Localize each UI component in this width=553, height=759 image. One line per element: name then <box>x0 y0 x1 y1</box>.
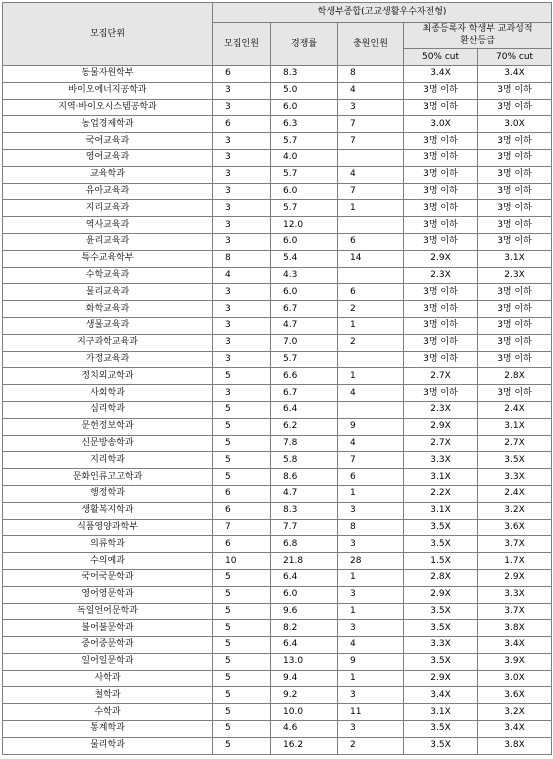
cell-cut70: 3명 이하 <box>478 200 552 217</box>
table-body <box>3 66 552 755</box>
cell-cut50: 2.9X <box>404 418 478 435</box>
cell-cut70: 3명 이하 <box>478 183 552 200</box>
cell-recruit: 5 <box>213 670 271 687</box>
cell-unit: 영어영문학과 <box>3 586 213 603</box>
cell-competition: 12.0 <box>271 217 338 234</box>
table-row <box>3 401 552 418</box>
cell-unit: 농업경제학과 <box>3 116 213 133</box>
cell-additional: 2 <box>338 301 404 318</box>
cell-cut70: 2.4X <box>478 401 552 418</box>
cell-cut70: 3명 이하 <box>478 133 552 150</box>
table-row <box>3 99 552 116</box>
cell-cut50: 3명 이하 <box>404 82 478 99</box>
cell-cut50: 3.5X <box>404 620 478 637</box>
cell-cut70: 3.4X <box>478 721 552 738</box>
cell-cut70: 3명 이하 <box>478 334 552 351</box>
cell-cut70: 3.4X <box>478 637 552 654</box>
cell-competition: 8.3 <box>271 66 338 83</box>
cell-recruit: 10 <box>213 553 271 570</box>
table-row <box>3 586 552 603</box>
cell-competition: 5.7 <box>271 133 338 150</box>
cell-additional: 4 <box>338 82 404 99</box>
cell-competition: 9.2 <box>271 687 338 704</box>
cell-additional: 4 <box>338 385 404 402</box>
cell-cut50: 2.3X <box>404 401 478 418</box>
table-row <box>3 603 552 620</box>
header-competition: 경쟁률 <box>271 23 338 66</box>
cell-cut70: 3명 이하 <box>478 166 552 183</box>
cell-additional: 2 <box>338 334 404 351</box>
cell-unit: 철학과 <box>3 687 213 704</box>
cell-recruit: 5 <box>213 586 271 603</box>
cell-recruit: 3 <box>213 133 271 150</box>
cell-cut50: 3명 이하 <box>404 183 478 200</box>
cell-competition: 4.7 <box>271 317 338 334</box>
cell-unit: 교육학과 <box>3 166 213 183</box>
cell-cut70: 3.2X <box>478 704 552 721</box>
cell-additional: 1 <box>338 485 404 502</box>
cell-additional: 3 <box>338 502 404 519</box>
cell-additional: 1 <box>338 603 404 620</box>
cell-unit: 통계학과 <box>3 721 213 738</box>
cell-cut50: 2.2X <box>404 485 478 502</box>
cell-additional: 9 <box>338 653 404 670</box>
cell-recruit: 3 <box>213 317 271 334</box>
cell-cut70: 3명 이하 <box>478 217 552 234</box>
cell-additional: 4 <box>338 435 404 452</box>
cell-recruit: 6 <box>213 66 271 83</box>
cell-cut70: 3.9X <box>478 653 552 670</box>
table-row <box>3 637 552 654</box>
cell-cut50: 3명 이하 <box>404 233 478 250</box>
table-row <box>3 116 552 133</box>
cell-cut70: 3.7X <box>478 536 552 553</box>
cell-unit: 역사교육과 <box>3 217 213 234</box>
table-row <box>3 66 552 83</box>
table-row <box>3 469 552 486</box>
table-row <box>3 250 552 267</box>
cell-cut70: 3명 이하 <box>478 385 552 402</box>
cell-additional: 3 <box>338 99 404 116</box>
cell-competition: 7.8 <box>271 435 338 452</box>
cell-unit: 동물자원학부 <box>3 66 213 83</box>
cell-cut50: 3.4X <box>404 687 478 704</box>
cell-cut50: 2.9X <box>404 670 478 687</box>
cell-unit: 지리교육과 <box>3 200 213 217</box>
table-row <box>3 653 552 670</box>
cell-cut70: 3.1X <box>478 418 552 435</box>
cell-unit: 정치외교학과 <box>3 368 213 385</box>
cell-unit: 생물교육과 <box>3 317 213 334</box>
header-group: 학생부종합(고교생활우수자전형) <box>213 3 552 23</box>
cell-recruit: 5 <box>213 418 271 435</box>
cell-competition: 6.7 <box>271 301 338 318</box>
cell-competition: 6.7 <box>271 385 338 402</box>
cell-cut50: 3명 이하 <box>404 351 478 368</box>
header-grade-group-text: 최종등록자 학생부 교과성적 환산등급 <box>422 24 533 46</box>
header-unit: 모집단위 <box>3 3 213 66</box>
table-row <box>3 233 552 250</box>
cell-recruit: 3 <box>213 82 271 99</box>
cell-recruit: 5 <box>213 721 271 738</box>
cell-competition: 6.0 <box>271 99 338 116</box>
cell-recruit: 3 <box>213 385 271 402</box>
cell-additional: 3 <box>338 620 404 637</box>
cell-unit: 독일언어문학과 <box>3 603 213 620</box>
cell-recruit: 6 <box>213 485 271 502</box>
cell-cut70: 3명 이하 <box>478 317 552 334</box>
cell-additional: 3 <box>338 687 404 704</box>
cell-recruit: 5 <box>213 620 271 637</box>
cell-unit: 화학교육과 <box>3 301 213 318</box>
cell-additional: 3 <box>338 586 404 603</box>
cell-unit: 특수교육학부 <box>3 250 213 267</box>
cell-cut70: 3.8X <box>478 620 552 637</box>
header-cut70: 70% cut <box>478 49 552 66</box>
cell-cut70: 2.4X <box>478 485 552 502</box>
cell-additional: 7 <box>338 133 404 150</box>
cell-competition: 4.6 <box>271 721 338 738</box>
cell-unit: 수의예과 <box>3 553 213 570</box>
cell-additional: 3 <box>338 721 404 738</box>
cell-cut50: 3.5X <box>404 737 478 754</box>
cell-recruit: 4 <box>213 267 271 284</box>
table-row <box>3 687 552 704</box>
cell-recruit: 5 <box>213 603 271 620</box>
cell-unit: 행정학과 <box>3 485 213 502</box>
cell-competition: 5.4 <box>271 250 338 267</box>
cell-cut70: 3.8X <box>478 737 552 754</box>
table-row <box>3 452 552 469</box>
cell-competition: 10.0 <box>271 704 338 721</box>
table-row <box>3 183 552 200</box>
cell-cut50: 3.5X <box>404 536 478 553</box>
cell-competition: 6.3 <box>271 116 338 133</box>
cell-competition: 5.7 <box>271 200 338 217</box>
cell-unit: 의류학과 <box>3 536 213 553</box>
table-row <box>3 553 552 570</box>
cell-additional: 7 <box>338 183 404 200</box>
table-row <box>3 418 552 435</box>
cell-additional: 4 <box>338 166 404 183</box>
cell-cut50: 3.1X <box>404 502 478 519</box>
cell-competition: 6.0 <box>271 284 338 301</box>
cell-competition: 13.0 <box>271 653 338 670</box>
cell-unit: 유아교육과 <box>3 183 213 200</box>
cell-recruit: 5 <box>213 569 271 586</box>
cell-cut50: 3명 이하 <box>404 133 478 150</box>
cell-additional: 14 <box>338 250 404 267</box>
cell-competition: 7.7 <box>271 519 338 536</box>
cell-competition: 5.8 <box>271 452 338 469</box>
cell-cut50: 3명 이하 <box>404 317 478 334</box>
cell-additional: 1 <box>338 317 404 334</box>
cell-additional: 1 <box>338 569 404 586</box>
cell-cut50: 3명 이하 <box>404 385 478 402</box>
table-row <box>3 334 552 351</box>
table-row <box>3 284 552 301</box>
cell-cut70: 3.3X <box>478 586 552 603</box>
cell-competition: 6.0 <box>271 233 338 250</box>
cell-cut50: 3.3X <box>404 452 478 469</box>
cell-cut70: 3명 이하 <box>478 82 552 99</box>
cell-recruit: 6 <box>213 536 271 553</box>
cell-cut70: 2.7X <box>478 435 552 452</box>
cell-cut50: 3.5X <box>404 653 478 670</box>
table-row <box>3 200 552 217</box>
cell-unit: 생활복지학과 <box>3 502 213 519</box>
cell-recruit: 5 <box>213 452 271 469</box>
cell-cut50: 3.5X <box>404 519 478 536</box>
cell-competition: 6.0 <box>271 183 338 200</box>
cell-cut50: 3명 이하 <box>404 149 478 166</box>
cell-competition: 6.4 <box>271 637 338 654</box>
cell-cut50: 1.5X <box>404 553 478 570</box>
cell-additional: 6 <box>338 233 404 250</box>
cell-cut70: 3.6X <box>478 687 552 704</box>
cell-cut70: 3.2X <box>478 502 552 519</box>
cell-unit: 국어국문학과 <box>3 569 213 586</box>
cell-recruit: 3 <box>213 217 271 234</box>
cell-cut70: 3명 이하 <box>478 301 552 318</box>
cell-cut70: 3.6X <box>478 519 552 536</box>
cell-cut50: 3.0X <box>404 116 478 133</box>
header-additional: 충원인원 <box>338 23 404 66</box>
cell-competition: 8.6 <box>271 469 338 486</box>
table-row <box>3 721 552 738</box>
cell-unit: 물리학과 <box>3 737 213 754</box>
cell-cut50: 3.5X <box>404 721 478 738</box>
cell-additional <box>338 401 404 418</box>
cell-unit: 중어중문학과 <box>3 637 213 654</box>
cell-cut70: 3명 이하 <box>478 233 552 250</box>
table-row <box>3 368 552 385</box>
cell-additional: 9 <box>338 418 404 435</box>
table-row <box>3 133 552 150</box>
cell-additional: 4 <box>338 637 404 654</box>
table-row <box>3 351 552 368</box>
cell-additional <box>338 267 404 284</box>
cell-unit: 바이오에너지공학과 <box>3 82 213 99</box>
cell-recruit: 3 <box>213 301 271 318</box>
cell-cut70: 3.1X <box>478 250 552 267</box>
table-row <box>3 519 552 536</box>
table-row <box>3 569 552 586</box>
table-row <box>3 82 552 99</box>
cell-cut70: 3.0X <box>478 116 552 133</box>
cell-competition: 5.7 <box>271 166 338 183</box>
cell-recruit: 3 <box>213 284 271 301</box>
cell-cut50: 3명 이하 <box>404 217 478 234</box>
cell-unit: 사회학과 <box>3 385 213 402</box>
cell-competition: 4.7 <box>271 485 338 502</box>
cell-competition: 6.4 <box>271 569 338 586</box>
cell-recruit: 3 <box>213 166 271 183</box>
cell-recruit: 5 <box>213 704 271 721</box>
cell-additional: 2 <box>338 737 404 754</box>
cell-cut50: 3명 이하 <box>404 301 478 318</box>
cell-recruit: 5 <box>213 637 271 654</box>
cell-competition: 7.0 <box>271 334 338 351</box>
cell-cut70: 3명 이하 <box>478 99 552 116</box>
table-row <box>3 435 552 452</box>
cell-recruit: 5 <box>213 368 271 385</box>
cell-cut50: 2.8X <box>404 569 478 586</box>
cell-competition: 9.4 <box>271 670 338 687</box>
table-row <box>3 301 552 318</box>
cell-recruit: 6 <box>213 502 271 519</box>
cell-cut50: 3.1X <box>404 704 478 721</box>
table-row <box>3 149 552 166</box>
cell-recruit: 3 <box>213 183 271 200</box>
cell-unit: 수학교육과 <box>3 267 213 284</box>
cell-cut50: 3명 이하 <box>404 284 478 301</box>
cell-unit: 지리학과 <box>3 452 213 469</box>
cell-cut70: 3명 이하 <box>478 284 552 301</box>
cell-recruit: 7 <box>213 519 271 536</box>
cell-competition: 16.2 <box>271 737 338 754</box>
cell-cut50: 3명 이하 <box>404 99 478 116</box>
cell-unit: 사학과 <box>3 670 213 687</box>
cell-cut70: 3.5X <box>478 452 552 469</box>
cell-cut70: 2.8X <box>478 368 552 385</box>
cell-competition: 6.2 <box>271 418 338 435</box>
cell-competition: 4.3 <box>271 267 338 284</box>
cell-unit: 문헌정보학과 <box>3 418 213 435</box>
cell-recruit: 3 <box>213 149 271 166</box>
cell-additional: 1 <box>338 368 404 385</box>
cell-recruit: 3 <box>213 334 271 351</box>
cell-additional: 1 <box>338 670 404 687</box>
cell-cut50: 3.5X <box>404 603 478 620</box>
cell-recruit: 5 <box>213 435 271 452</box>
cell-competition: 9.6 <box>271 603 338 620</box>
cell-cut50: 3.4X <box>404 66 478 83</box>
cell-recruit: 3 <box>213 233 271 250</box>
table-row <box>3 217 552 234</box>
header-grade-group <box>404 23 552 49</box>
cell-unit: 윤리교육과 <box>3 233 213 250</box>
table-row <box>3 704 552 721</box>
cell-additional: 8 <box>338 66 404 83</box>
cell-cut70: 1.7X <box>478 553 552 570</box>
cell-cut70: 3.0X <box>478 670 552 687</box>
cell-unit: 국어교육과 <box>3 133 213 150</box>
cell-unit: 신문방송학과 <box>3 435 213 452</box>
cell-cut70: 2.3X <box>478 267 552 284</box>
table-row <box>3 536 552 553</box>
cell-cut50: 2.3X <box>404 267 478 284</box>
cell-additional <box>338 149 404 166</box>
cell-recruit: 8 <box>213 250 271 267</box>
cell-additional <box>338 351 404 368</box>
cell-cut50: 2.9X <box>404 250 478 267</box>
table-row <box>3 385 552 402</box>
cell-cut70: 3.4X <box>478 66 552 83</box>
cell-unit: 물리교육과 <box>3 284 213 301</box>
cell-recruit: 3 <box>213 99 271 116</box>
table-row <box>3 670 552 687</box>
cell-additional: 11 <box>338 704 404 721</box>
cell-cut50: 2.7X <box>404 435 478 452</box>
cell-recruit: 5 <box>213 687 271 704</box>
cell-cut50: 3명 이하 <box>404 200 478 217</box>
cell-recruit: 6 <box>213 116 271 133</box>
cell-unit: 가정교육과 <box>3 351 213 368</box>
cell-additional: 1 <box>338 200 404 217</box>
cell-unit: 수학과 <box>3 704 213 721</box>
cell-unit: 지역·바이오시스템공학과 <box>3 99 213 116</box>
cell-cut50: 3.1X <box>404 469 478 486</box>
cell-cut50: 2.7X <box>404 368 478 385</box>
cell-recruit: 5 <box>213 737 271 754</box>
cell-competition: 6.8 <box>271 536 338 553</box>
cell-cut50: 3명 이하 <box>404 334 478 351</box>
cell-competition: 6.0 <box>271 586 338 603</box>
cell-recruit: 5 <box>213 653 271 670</box>
cell-cut50: 3.3X <box>404 637 478 654</box>
table-row <box>3 485 552 502</box>
cell-competition: 6.6 <box>271 368 338 385</box>
cell-recruit: 5 <box>213 469 271 486</box>
cell-cut70: 2.9X <box>478 569 552 586</box>
table-row <box>3 502 552 519</box>
table-row <box>3 166 552 183</box>
cell-unit: 문화인류고고학과 <box>3 469 213 486</box>
cell-cut70: 3명 이하 <box>478 149 552 166</box>
cell-cut70: 3명 이하 <box>478 351 552 368</box>
admission-results-table <box>2 2 552 755</box>
cell-unit: 영어교육과 <box>3 149 213 166</box>
cell-recruit: 3 <box>213 351 271 368</box>
table-row <box>3 737 552 754</box>
cell-competition: 8.3 <box>271 502 338 519</box>
cell-competition: 5.7 <box>271 351 338 368</box>
cell-cut50: 3명 이하 <box>404 166 478 183</box>
cell-cut70: 3.7X <box>478 603 552 620</box>
cell-cut70: 3.3X <box>478 469 552 486</box>
cell-unit: 일어일문학과 <box>3 653 213 670</box>
cell-competition: 5.0 <box>271 82 338 99</box>
header-recruit: 모집인원 <box>213 23 271 66</box>
cell-additional <box>338 217 404 234</box>
cell-competition: 21.8 <box>271 553 338 570</box>
table-row <box>3 620 552 637</box>
cell-competition: 8.2 <box>271 620 338 637</box>
cell-additional: 7 <box>338 116 404 133</box>
cell-additional: 6 <box>338 284 404 301</box>
table-row <box>3 317 552 334</box>
cell-unit: 지구과학교육과 <box>3 334 213 351</box>
cell-additional: 28 <box>338 553 404 570</box>
cell-recruit: 5 <box>213 401 271 418</box>
cell-unit: 식품영양과학부 <box>3 519 213 536</box>
cell-unit: 불어불문학과 <box>3 620 213 637</box>
cell-competition: 4.0 <box>271 149 338 166</box>
cell-additional: 6 <box>338 469 404 486</box>
cell-cut50: 2.9X <box>404 586 478 603</box>
table-row <box>3 267 552 284</box>
cell-additional: 3 <box>338 536 404 553</box>
cell-recruit: 3 <box>213 200 271 217</box>
cell-additional: 8 <box>338 519 404 536</box>
cell-unit: 심리학과 <box>3 401 213 418</box>
cell-additional: 7 <box>338 452 404 469</box>
header-cut50: 50% cut <box>404 49 478 66</box>
cell-competition: 6.4 <box>271 401 338 418</box>
